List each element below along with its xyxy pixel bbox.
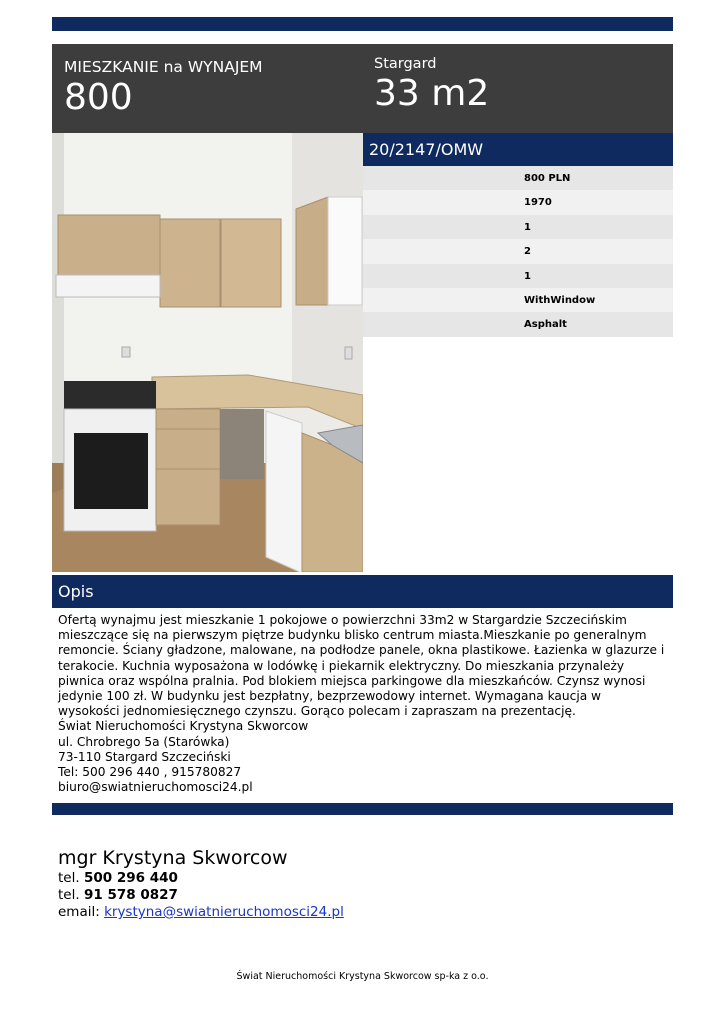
- reference-number: 20/2147/OMW: [369, 140, 484, 159]
- agent-contact: [58, 846, 668, 921]
- details-row: [363, 215, 673, 239]
- description-line: Ofertą wynajmu jest mieszkanie 1 pokojowe o powierzchni 33m2 w Stargardzie Szczecińskim: [58, 613, 627, 627]
- details-row: [363, 264, 673, 288]
- phone-number-1: 500 296 440: [83, 870, 178, 886]
- listing-area: 33 m2: [374, 73, 490, 114]
- agent-email-link[interactable]: krystyna@swiatnieruchomosci24.pl: [104, 904, 344, 920]
- listing-header: [52, 44, 673, 133]
- details-row: [363, 288, 673, 312]
- details-value: 1970: [524, 197, 552, 209]
- details-value: 1: [524, 221, 531, 233]
- details-row: [363, 239, 673, 263]
- description-line: Świat Nieruchomości Krystyna Skworcow: [58, 719, 309, 734]
- description-line: ul. Chrobrego 5a (Starówka): [58, 734, 230, 749]
- bottom-accent-bar: [52, 803, 673, 815]
- listing-city: Stargard: [374, 56, 437, 72]
- email-label: email:: [58, 904, 100, 920]
- description-line: biuro@swiatnieruchomosci24.pl: [58, 780, 253, 795]
- details-value: 1: [524, 270, 531, 282]
- description-line: remoncie. Ściany gładzone, malowane, na podłodze panele, okna plastikowe. Łazienka w glazurze i: [58, 643, 665, 658]
- description-line: wysokości jednomiesięcznego czynszu. Gorąco polecam i zapraszam na prezentację.: [58, 704, 576, 719]
- listing-type: MIESZKANIE na WYNAJEM: [64, 58, 263, 76]
- description-heading: Opis: [58, 582, 94, 601]
- description-line: jedynie 100 zł. W budynku jest bezpłatny, bezprzewodowy internet. Wymagana kaucja w: [58, 689, 602, 704]
- phone-number-2: 91 578 0827: [83, 887, 178, 903]
- listing-price: 800: [64, 77, 133, 118]
- details-value: WithWindow: [524, 294, 596, 306]
- agent-name: mgr Krystyna Skworcow: [58, 847, 288, 869]
- description-heading-bar: [52, 575, 673, 608]
- description-line: 73-110 Stargard Szczeciński: [58, 749, 231, 764]
- property-photo: [52, 133, 363, 572]
- details-value: 2: [524, 246, 531, 258]
- top-accent-bar: [52, 17, 673, 31]
- details-row: [363, 166, 673, 190]
- description-line: Tel: 500 296 440 , 915780827: [58, 765, 242, 780]
- agent-email-row: [58, 904, 668, 921]
- footer-company: Świat Nieruchomości Krystyna Skworcow sp-ka z o.o.: [236, 971, 489, 982]
- tel-label: tel.: [58, 870, 80, 886]
- agent-phone-2: [58, 887, 668, 904]
- details-table: [363, 166, 673, 337]
- description-line: piwnica oraz wspólna pralnia. Pod blokiem miejsca parkingowe dla mieszkańców. Czynsz wynosi: [58, 673, 646, 688]
- details-row: [363, 190, 673, 214]
- description-line: terakocie. Kuchnia wyposażona w lodówkę i piekarnik elektryczny. Do mieszkania przynależy: [58, 658, 625, 673]
- details-value: Asphalt: [524, 319, 567, 331]
- kitchen-photo: [52, 133, 363, 572]
- description-line: mieszczące się na pierwszym piętrze budynku blisko centrum miasta.Mieszkanie po generalnym: [58, 628, 647, 643]
- description-text: [58, 613, 670, 795]
- details-value: 800 PLN: [524, 173, 571, 184]
- details-row: [363, 312, 673, 336]
- tel-label: tel.: [58, 887, 80, 903]
- agent-phone-1: [58, 870, 668, 887]
- reference-bar: [363, 133, 673, 166]
